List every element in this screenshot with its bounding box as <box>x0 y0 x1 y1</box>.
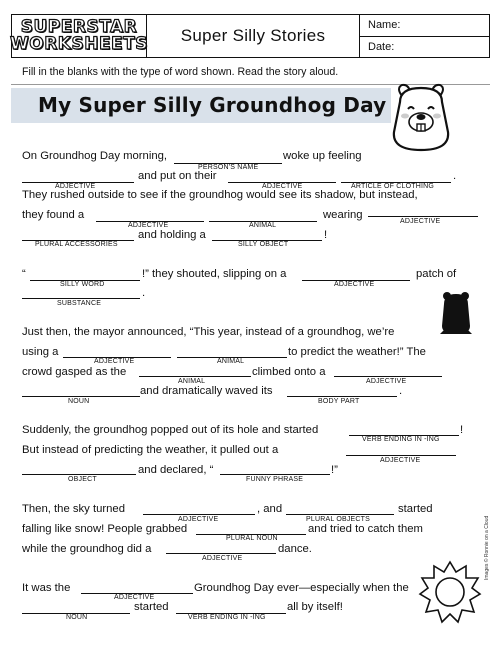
blank-label: VERB ENDING IN -ING <box>188 614 266 621</box>
story-text: patch of <box>416 268 457 280</box>
story-text: , and <box>257 503 283 515</box>
blank-label: NOUN <box>68 398 90 405</box>
blank-adjective[interactable] <box>346 455 456 456</box>
blank-body-part[interactable] <box>287 396 397 397</box>
story-text: . <box>142 287 146 299</box>
logo-line-2: WORKSHEETS <box>10 34 149 54</box>
blank-label: ANIMAL <box>217 358 245 365</box>
story-text: But instead of predicting the weather, it pulled out a <box>22 444 279 456</box>
story-text: and put on their <box>138 170 217 182</box>
story-text: . <box>399 385 403 397</box>
story-text: all by itself! <box>287 601 343 613</box>
blank-label: ADJECTIVE <box>334 281 375 288</box>
blank-adjective[interactable] <box>143 514 255 515</box>
blank-noun[interactable] <box>22 396 140 397</box>
story-text: crowd gasped as the <box>22 366 127 378</box>
story-text: they found a <box>22 209 85 221</box>
story-text: and holding a <box>138 229 206 241</box>
worksheet-header <box>11 14 490 58</box>
name-label: Name: <box>368 19 401 32</box>
blank-animal[interactable] <box>139 376 251 377</box>
groundhog-shadow-icon <box>440 290 472 336</box>
story-text: !” they shouted, slipping on a <box>142 268 287 280</box>
blank-label: ADJECTIVE <box>128 222 169 229</box>
blank-label: ANIMAL <box>249 222 277 229</box>
blank-label: ADJECTIVE <box>366 378 407 385</box>
story-text: and tried to catch them <box>308 523 423 535</box>
story-text: climbed onto a <box>252 366 326 378</box>
blank-label: NOUN <box>66 614 88 621</box>
blank-plural-objects[interactable] <box>286 514 394 515</box>
story-text: Just then, the mayor announced, “This year, instead of a groundhog, we’re <box>22 326 395 338</box>
blank-label: SUBSTANCE <box>57 300 102 307</box>
blank-label: PLURAL NOUN <box>226 535 278 542</box>
story-text: ! <box>460 424 464 436</box>
story-text: Then, the sky turned <box>22 503 125 515</box>
blank-label: VERB ENDING IN -ING <box>362 436 440 443</box>
blank-adjective[interactable] <box>166 553 276 554</box>
name-date-box <box>360 15 489 57</box>
story-text: using a <box>22 346 59 358</box>
blank-label: ANIMAL <box>178 378 206 385</box>
blank-label: ARTICLE OF CLOTHING <box>351 183 435 190</box>
image-credit: Images © Ronnie on a Cloud <box>484 515 490 580</box>
story-text: and dramatically waved its <box>140 385 273 397</box>
story-text: Groundhog Day ever—especially when the <box>194 582 409 594</box>
worksheet-title: Super Silly Stories <box>147 15 360 57</box>
blank-substance[interactable] <box>22 298 140 299</box>
story-text: wearing <box>323 209 363 221</box>
name-field[interactable] <box>360 15 489 36</box>
story-text: !” <box>331 464 338 476</box>
instructions: Fill in the blanks with the type of word shown. Read the story aloud. <box>22 66 339 78</box>
blank-object[interactable] <box>22 474 136 475</box>
story-text: Suddenly, the groundhog popped out of its hole and started <box>22 424 319 436</box>
blank-funny-phrase[interactable] <box>220 474 330 475</box>
story-text: woke up feeling <box>283 150 362 162</box>
sun-icon <box>418 560 482 624</box>
story-text: ! <box>324 229 328 241</box>
blank-label: OBJECT <box>68 476 97 483</box>
blank-label: SILLY WORD <box>60 281 105 288</box>
story-title: My Super Silly Groundhog Day <box>38 93 387 117</box>
blank-label: ADJECTIVE <box>94 358 135 365</box>
blank-label: SILLY OBJECT <box>238 241 289 248</box>
groundhog-face-icon <box>388 82 454 154</box>
story-text: On Groundhog Day morning, <box>22 150 168 162</box>
blank-label: ADJECTIVE <box>55 183 96 190</box>
story-text: falling like snow! People grabbed <box>22 523 188 535</box>
blank-adjective[interactable] <box>334 376 442 377</box>
story-text: and declared, “ <box>138 464 214 476</box>
story-text: started <box>134 601 169 613</box>
blank-label: ADJECTIVE <box>114 594 155 601</box>
blank-label: BODY PART <box>318 398 360 405</box>
blank-label: PERSON'S NAME <box>198 164 259 171</box>
story-text: It was the <box>22 582 71 594</box>
superstar-worksheets-logo <box>12 15 147 57</box>
story-text: “ <box>22 268 26 280</box>
blank-label: ADJECTIVE <box>400 218 441 225</box>
story-text: started <box>398 503 433 515</box>
blank-label: ADJECTIVE <box>262 183 303 190</box>
story-text: . <box>453 170 457 182</box>
blank-label: PLURAL OBJECTS <box>306 516 371 523</box>
blank-label: ADJECTIVE <box>202 555 243 562</box>
story-text: to predict the weather!” The <box>288 346 426 358</box>
blank-label: ADJECTIVE <box>380 457 421 464</box>
date-field[interactable] <box>360 36 489 58</box>
logo-line-1: SUPERSTAR <box>20 17 138 37</box>
story-text: dance. <box>278 543 312 555</box>
story-text: They rushed outside to see if the groundhog would see its shadow, but instead, <box>22 189 418 201</box>
blank-label: FUNNY PHRASE <box>246 476 304 483</box>
date-label: Date: <box>368 40 395 53</box>
blank-label: PLURAL ACCESSORIES <box>35 241 118 248</box>
blank-adjective[interactable] <box>368 216 478 217</box>
story-text: while the groundhog did a <box>22 543 152 555</box>
blank-label: ADJECTIVE <box>178 516 219 523</box>
